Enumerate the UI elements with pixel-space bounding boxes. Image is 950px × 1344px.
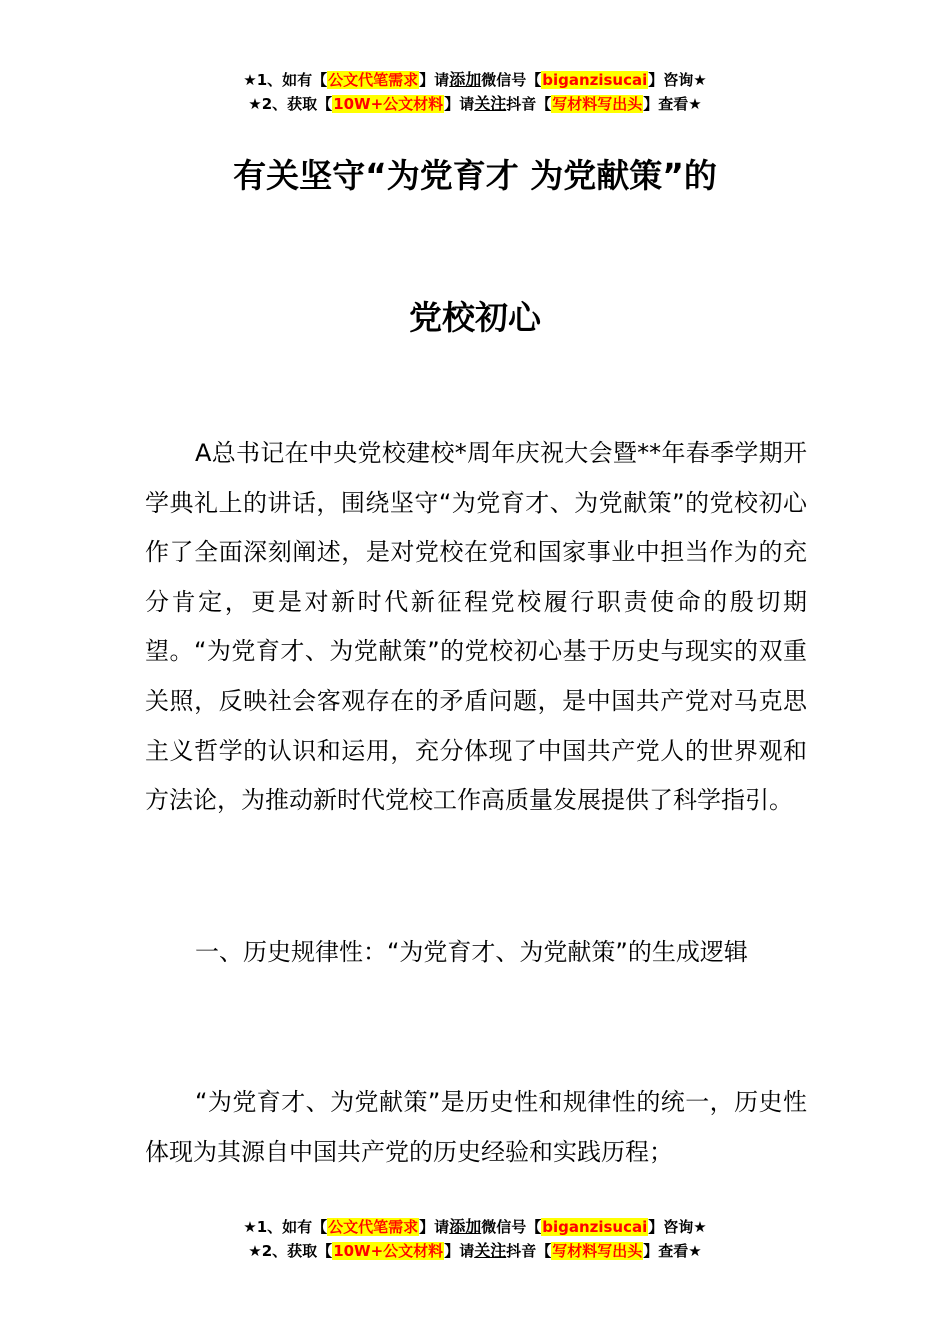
banner-text: 微信号【 <box>481 1218 542 1236</box>
banner-line-1 <box>0 68 950 92</box>
banner-text: ★1、如有【 <box>243 71 328 89</box>
banner-highlight: 写材料写出头 <box>552 95 643 113</box>
section-heading: 一、历史规律性：“为党育才、为党献策”的生成逻辑 <box>195 938 748 966</box>
banner-text: 抖音【 <box>506 1242 552 1260</box>
document-title-line-2: 党校初心 <box>409 298 541 337</box>
banner-line-2 <box>0 92 950 116</box>
banner-line-2 <box>0 1239 950 1263</box>
banner-highlight: biganzisucai <box>542 71 648 89</box>
banner-underline: 添加 <box>449 70 482 89</box>
banner-highlight: biganzisucai <box>542 1218 648 1236</box>
banner-text: 】请 <box>419 1218 450 1236</box>
banner-text: 】查看★ <box>643 1242 702 1260</box>
banner-text: 】咨询★ <box>648 71 707 89</box>
banner-text: 抖音【 <box>506 95 552 113</box>
banner-highlight: 10W+公文材料 <box>333 95 444 113</box>
banner-text: ★2、获取【 <box>248 1242 333 1260</box>
banner-underline: 添加 <box>449 1217 482 1236</box>
banner-highlight: 公文代笔需求 <box>328 1218 419 1236</box>
banner-underline: 关注 <box>474 94 507 113</box>
footer-banner <box>0 1215 950 1263</box>
body-paragraph: A总书记在中央党校建校*周年庆祝大会暨**年春季学期开学典礼上的讲话，围绕坚守“为党育才、为党献策”的党校初心作了全面深刻阐述，是对党校在党和国家事业中担当作为的充分肯定，更是对新时代新征程党校履行职责使命的殷切期望。“为党育才、为党献策”的党校初心基于历史与现实的双重关照，反映社会客观存在的矛盾问题，是中国共产党对马克思主义哲学的认识和运用，充分体现了中国共产党人的世界观和方法论，为推动新时代党校工作高质量发展提供了科学指引。 <box>145 439 807 815</box>
banner-text: ★2、获取【 <box>248 95 333 113</box>
banner-text: 】请 <box>419 71 450 89</box>
banner-highlight: 公文代笔需求 <box>328 71 419 89</box>
banner-highlight: 10W+公文材料 <box>333 1242 444 1260</box>
header-banner <box>0 68 950 116</box>
banner-text: 】请 <box>444 1242 475 1260</box>
document-title-line-1: 有关坚守“为党育才 为党献策”的 <box>233 156 717 195</box>
banner-underline: 关注 <box>474 1241 507 1260</box>
banner-line-1 <box>0 1215 950 1239</box>
banner-text: 】请 <box>444 95 475 113</box>
banner-highlight: 写材料写出头 <box>552 1242 643 1260</box>
banner-text: 】查看★ <box>643 95 702 113</box>
banner-text: ★1、如有【 <box>243 1218 328 1236</box>
banner-text: 微信号【 <box>481 71 542 89</box>
body-paragraph: “为党育才、为党献策”是历史性和规律性的统一，历史性体现为其源自中国共产党的历史经验和实践历程； <box>145 1088 807 1166</box>
banner-text: 】咨询★ <box>648 1218 707 1236</box>
